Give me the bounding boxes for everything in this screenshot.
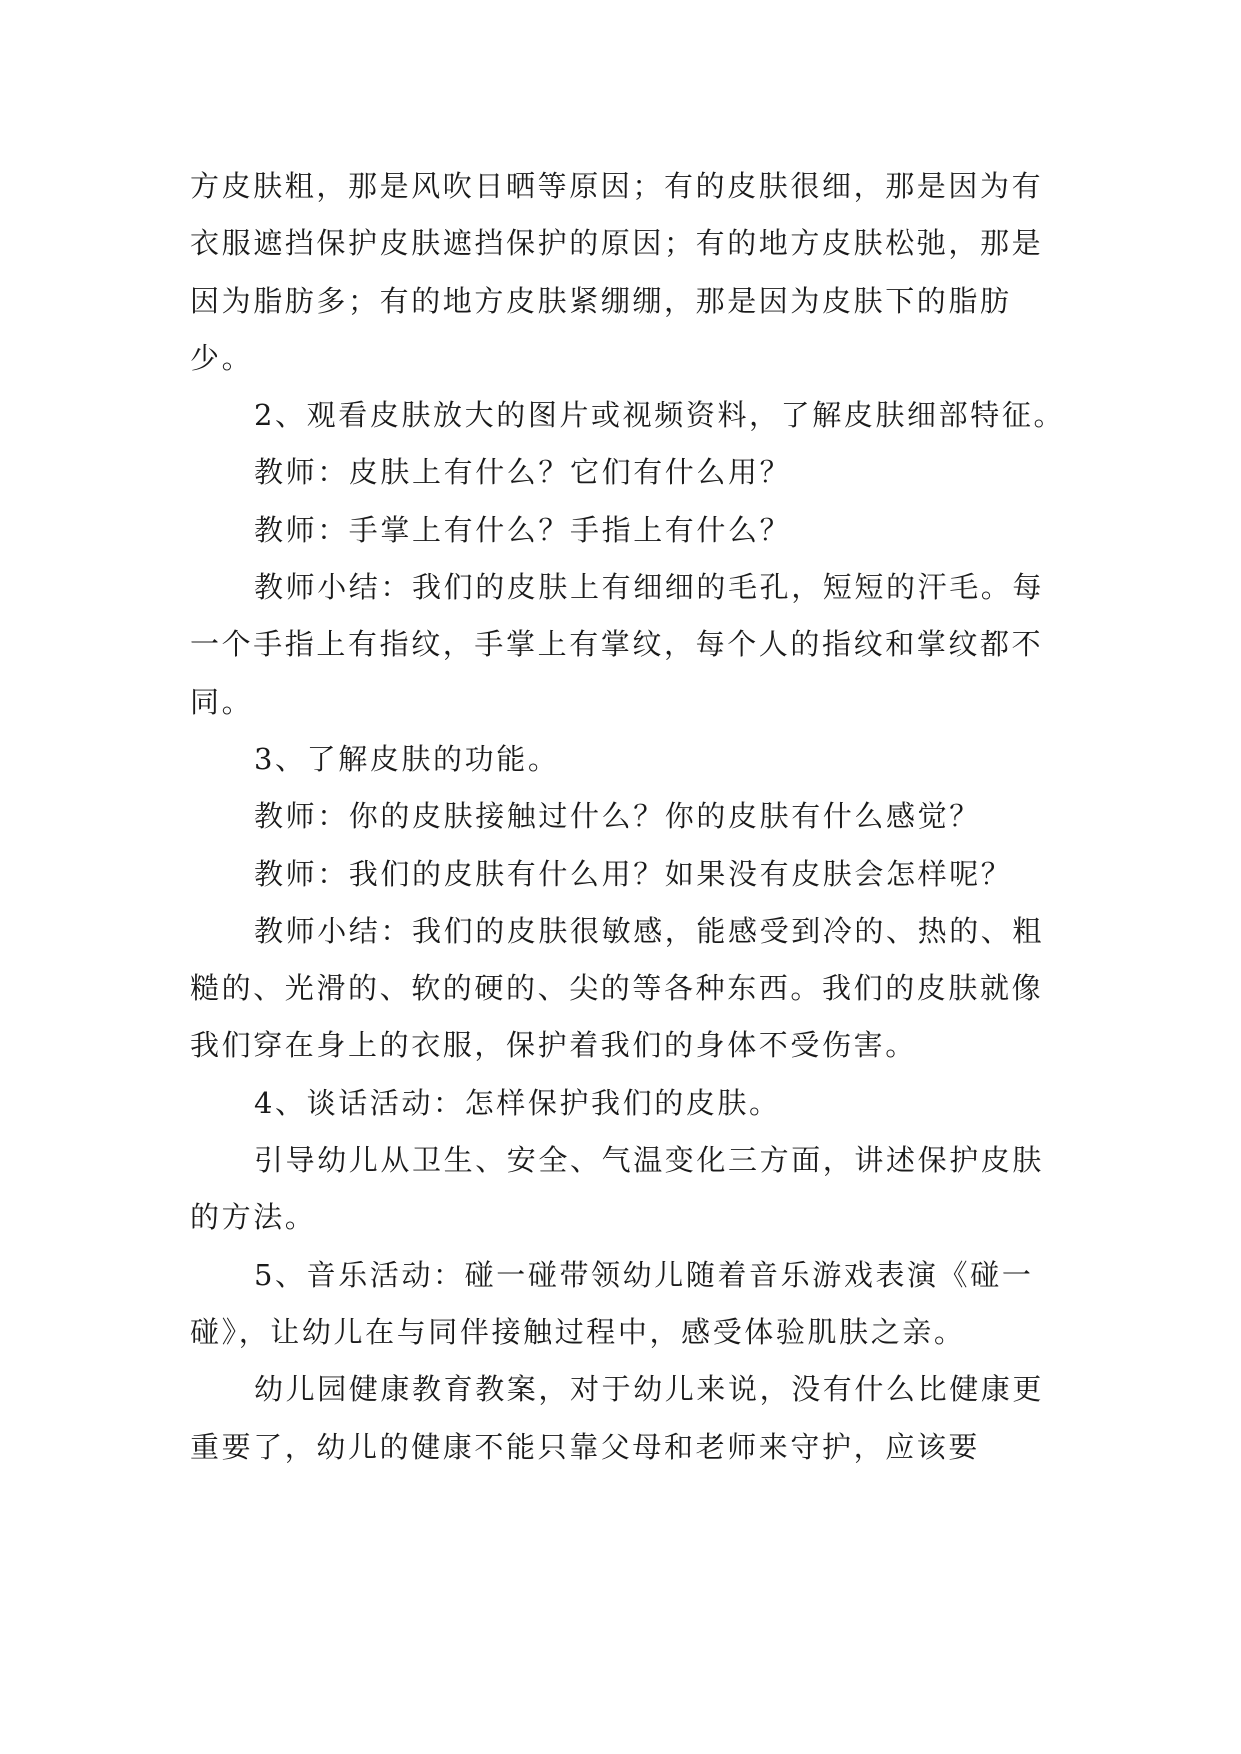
paragraph-teacher-question-2: 教师：手掌上有什么？手指上有什么？ — [254, 512, 792, 547]
paragraph-teacher-summary-1: 教师小结：我们的皮肤上有细细的毛孔，短短的汗毛。每一个手指上有指纹，手掌上有掌纹，每个人的指纹和掌纹都不同。 — [190, 570, 1045, 719]
paragraph-teacher-summary-2: 教师小结：我们的皮肤很敏感，能感受到冷的、热的、粗糙的、光滑的、软的硬的、尖的等各种东西。我们的皮肤就像我们穿在身上的衣服，保护着我们的身体不受伤害。 — [190, 913, 1045, 1063]
paragraph-step-3-heading: 3、了解皮肤的功能。 — [254, 741, 560, 776]
paragraph-skin-texture-continuation: 方皮肤粗，那是风吹日晒等原因；有的皮肤很细，那是因为有衣服遮挡保护皮肤遮挡保护的原因；有的地方皮肤松弛，那是因为脂肪多；有的地方皮肤紧绷绷，那是因为皮肤下的脂肪少。 — [190, 169, 1044, 375]
paragraph-step-4-heading: 4、谈话活动：怎样保护我们的皮肤。 — [254, 1085, 781, 1120]
paragraph-guidance: 引导幼儿从卫生、安全、气温变化三方面，讲述保护皮肤的方法。 — [190, 1143, 1045, 1235]
paragraph-teacher-question-3: 教师：你的皮肤接触过什么？你的皮肤有什么感觉？ — [254, 799, 981, 834]
paragraph-health-education-intro: 幼儿园健康教育教案，对于幼儿来说，没有什么比健康更重要了，幼儿的健康不能只靠父母和老师来守护，应该要 — [190, 1372, 1045, 1464]
paragraph-teacher-question-1: 教师：皮肤上有什么？它们有什么用？ — [254, 455, 792, 490]
paragraph-step-5-music-activity: 5、音乐活动：碰一碰带领幼儿随着音乐游戏表演《碰一碰》，让幼儿在与同伴接触过程中，感受体验肌肤之亲。 — [190, 1257, 1034, 1349]
paragraph-step-2-heading: 2、观看皮肤放大的图片或视频资料，了解皮肤细部特征。 — [254, 398, 1066, 433]
document-body — [190, 158, 1070, 1476]
paragraph-teacher-question-4: 教师：我们的皮肤有什么用？如果没有皮肤会怎样呢？ — [254, 856, 1013, 891]
